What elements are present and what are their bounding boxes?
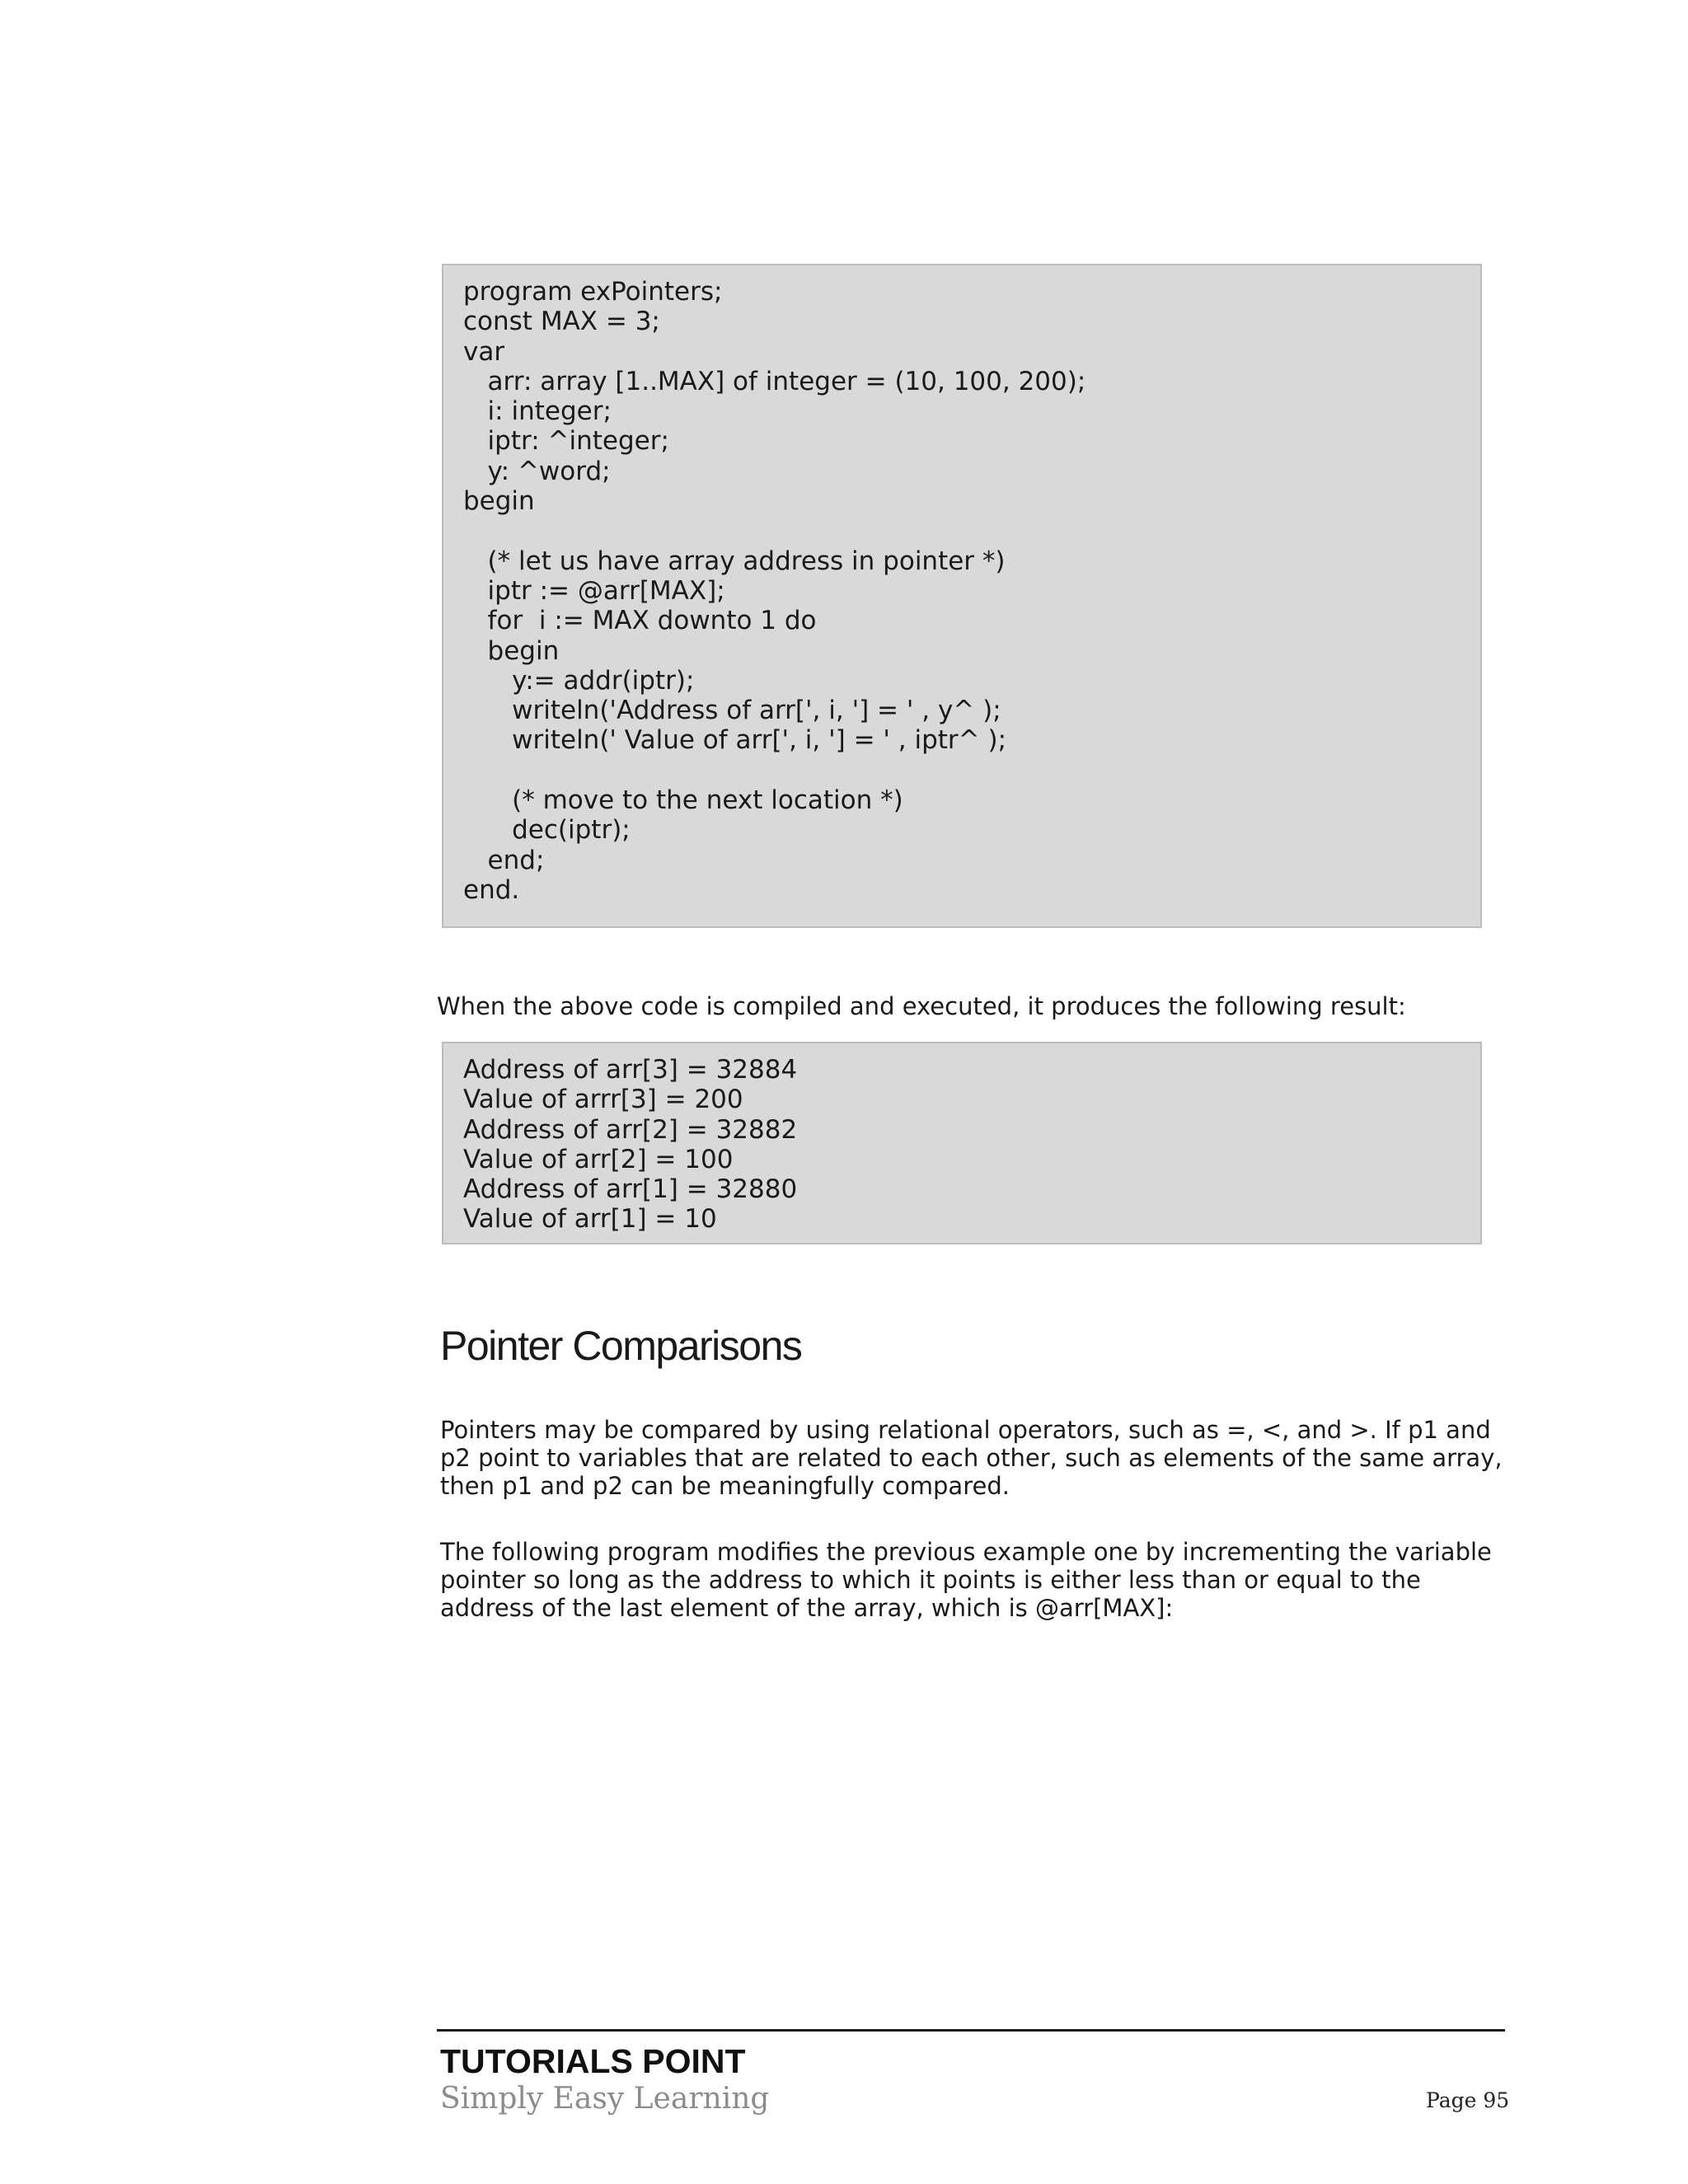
code-line [463,516,1480,546]
code-block-program [442,264,1482,928]
code-line: (* let us have array address in pointer *) [463,546,1006,576]
section-heading: Pointer Comparisons [440,1323,802,1369]
code-line: end. [463,874,520,905]
code-line: const MAX = 3; [463,307,660,337]
code-line: writeln(' Value of arr[', i, '] = ' , iptr^ ); [463,725,1007,756]
paragraph: The following program modifies the previous example one by incrementing the variable pointer so long as the address to which it points is either less than or equal to the address of the last element of the array, which is @arr[MAX]: [440,1538,1492,1622]
result-intro-text: When the above code is compiled and executed, it produces the following result: [437,992,1406,1020]
footer-brand: TUTORIALS POINT [440,2042,746,2080]
page-number: Page 95 [1426,2088,1510,2112]
code-line: program exPointers; [463,277,723,307]
paragraph: Pointers may be compared by using relational operators, such as =, <, and >. If p1 and p2 point to variables that are related to each other, such as elements of the same array, then p1 and p2 can be meaningfully compared. [440,1416,1503,1500]
output-line: Value of arrr[3] = 200 [463,1085,743,1115]
code-line: iptr: ^integer; [463,426,669,457]
code-line: end; [463,845,545,875]
code-line: begin [463,486,535,517]
code-line: (* move to the next location *) [463,785,903,816]
output-line: Value of arr[1] = 10 [463,1204,717,1235]
code-line: i: integer; [463,396,612,427]
code-line: y: ^word; [463,456,611,486]
code-line [463,756,1480,785]
code-line: var [463,336,505,367]
code-line: arr: array [1..MAX] of integer = (10, 100, 200); [463,366,1086,396]
footer-divider [437,2029,1505,2032]
footer-tagline: Simply Easy Learning [440,2082,770,2116]
output-line: Address of arr[2] = 32882 [463,1114,798,1145]
code-line: begin [463,635,560,666]
output-line: Value of arr[2] = 100 [463,1144,734,1174]
code-line: dec(iptr); [463,815,631,846]
output-line: Address of arr[3] = 32884 [463,1055,798,1085]
code-line: iptr := @arr[MAX]; [463,575,725,606]
code-line: for i := MAX downto 1 do [463,606,817,636]
output-line: Address of arr[1] = 32880 [463,1174,798,1205]
code-block-output [442,1042,1482,1244]
code-line: writeln('Address of arr[', i, '] = ' , y^ ); [463,696,1001,726]
code-line: y:= addr(iptr); [463,665,695,696]
